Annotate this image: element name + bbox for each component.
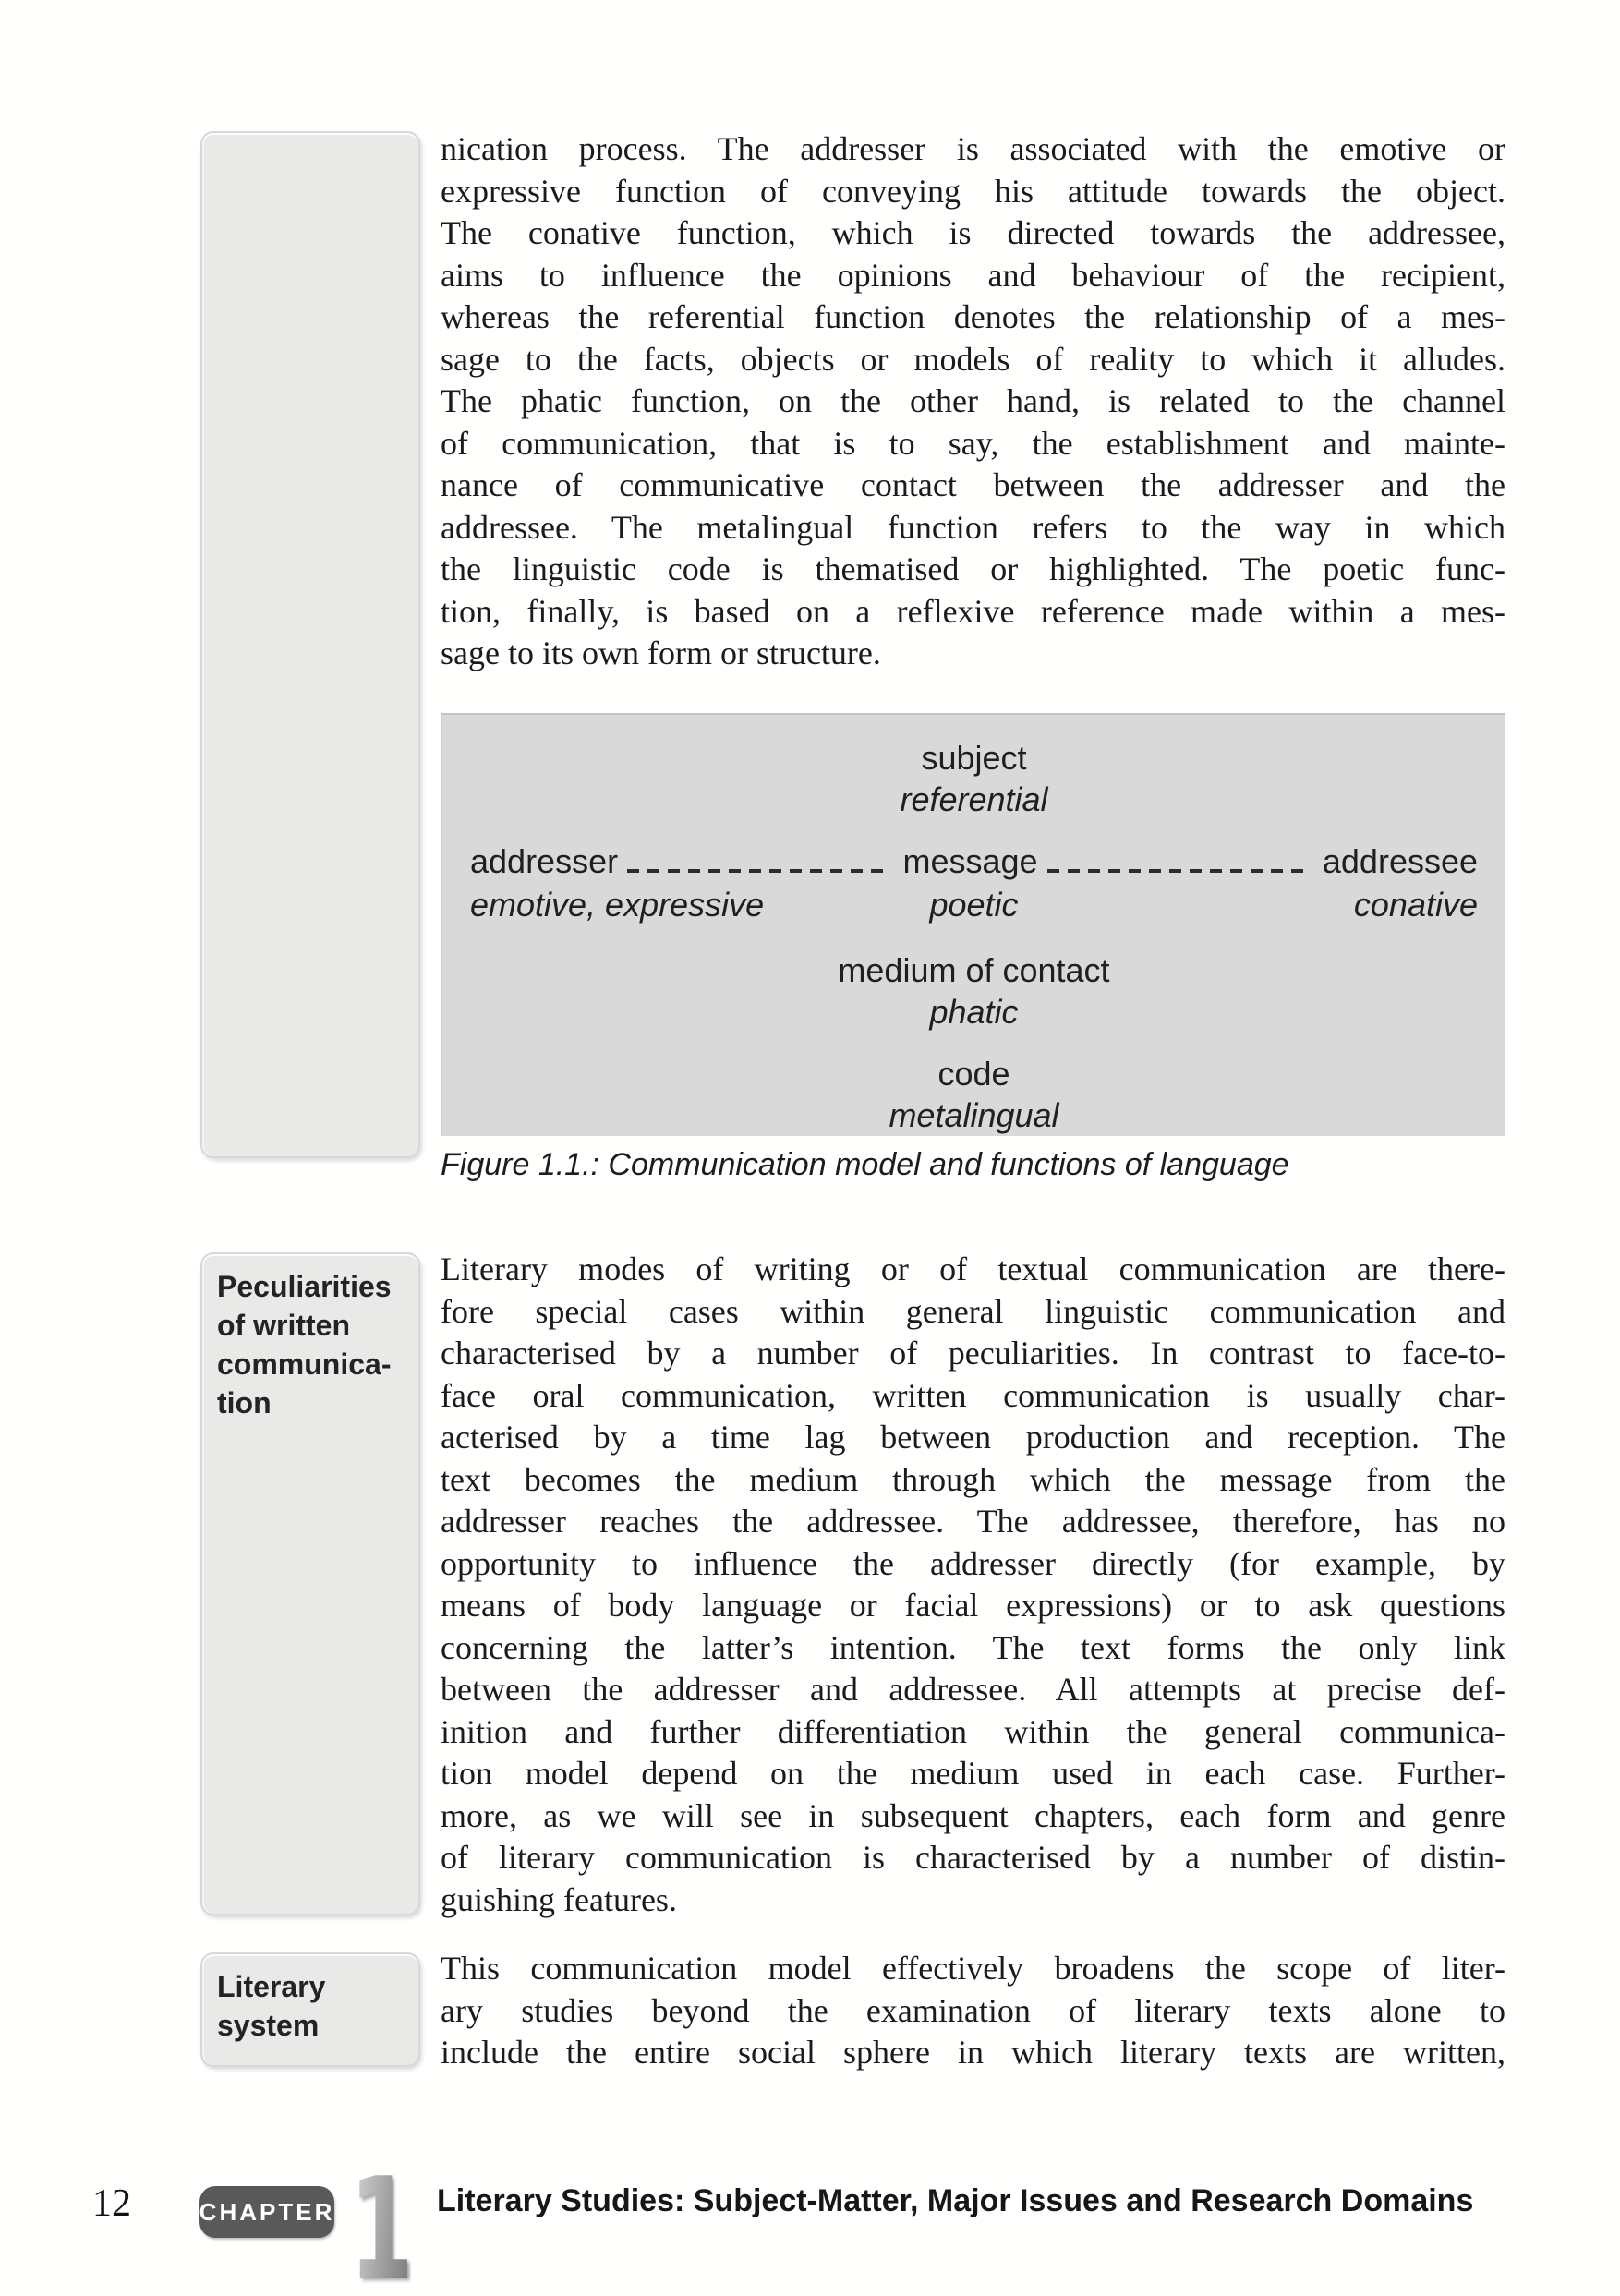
text-line: aims to influence the opinions and behaviour of the recipient,	[441, 256, 1505, 294]
text-line: communica-	[217, 1347, 392, 1381]
paragraph-communication-functions	[441, 128, 1505, 675]
chapter-title: Literary Studies: Subject-Matter, Major Issues and Research Domains	[437, 2183, 1474, 2218]
text-line: The phatic function, on the other hand, is related to the channel	[441, 382, 1505, 419]
text-line: characterised by a number of peculiarities. In contrast to face-to-	[441, 1335, 1505, 1372]
text-line: whereas the referential function denotes the relationship of a mes-	[441, 298, 1505, 335]
text-line: concerning the latter’s intention. The text forms the only link	[441, 1628, 1505, 1666]
text-line: inition and further differentiation within the general communica-	[441, 1712, 1505, 1750]
text-line: sage to the facts, objects or models of reality to which it alludes.	[441, 340, 1505, 378]
text-line: addressee. The metalingual function refers to the way in which	[441, 508, 1505, 546]
figure-addressee-label: addressee	[1322, 842, 1479, 880]
figure-metalingual-label: metalingual	[889, 1096, 1059, 1134]
figure-conative-label: conative	[1353, 886, 1478, 924]
dashed-connector-left	[627, 869, 891, 873]
dashed-connector-right	[1047, 869, 1312, 873]
text-line: addresser reaches the addressee. The addressee, therefore, has no	[441, 1503, 1505, 1540]
margin-box-literary-system	[200, 1952, 420, 2067]
chapter-badge: CHAPTER	[199, 2186, 334, 2238]
figure-medium-label: medium of contact	[838, 951, 1110, 989]
text-line: sage to its own form or structure.	[441, 634, 881, 671]
figure-function-row	[470, 884, 1478, 925]
figure-referential-label: referential	[900, 780, 1048, 818]
text-line: tion	[217, 1386, 272, 1420]
text-line: The conative function, which is directed towards the addressee,	[441, 214, 1505, 251]
text-line: the linguistic code is thematised or highlighted. The poetic func-	[441, 550, 1505, 587]
figure-spacer	[470, 925, 1478, 949]
figure-message-label: message	[902, 842, 1038, 880]
text-line: system	[217, 2009, 320, 2042]
margin-box-empty	[200, 131, 420, 1158]
text-line: ary studies beyond the examination of literary texts alone to	[441, 1991, 1505, 2029]
margin-note-literary-system	[202, 1954, 418, 2045]
text-line: include the entire social sphere in which literary texts are written,	[441, 2034, 1505, 2071]
text-line: Literary	[217, 1970, 326, 2003]
figure-addresser-label: addresser	[470, 842, 619, 880]
figure-emotive-label: emotive, expressive	[470, 886, 765, 924]
figure-communication-model	[441, 713, 1505, 1136]
text-line: acterised by a time lag between production and reception. The	[441, 1419, 1505, 1456]
page-number: 12	[92, 2182, 131, 2225]
text-line: of communication, that is to say, the establishment and mainte-	[441, 424, 1505, 462]
text-line: nance of communicative contact between the addresser and the	[441, 466, 1505, 503]
text-line: expressive function of conveying his attitude towards the object.	[441, 172, 1505, 210]
text-line: between the addresser and addressee. All attempts at precise def-	[441, 1671, 1505, 1708]
text-line: tion model depend on the medium used in each case. Further-	[441, 1755, 1505, 1792]
text-line: of literary communication is characterised by a number of distin-	[441, 1839, 1505, 1876]
figure-axis-row	[470, 840, 1478, 884]
figure-spacer	[470, 820, 1478, 840]
text-line: guishing features.	[441, 1880, 677, 1918]
paragraph-written-communication	[441, 1249, 1505, 1921]
figure-caption: Figure 1.1.: Communication model and functions of language	[441, 1147, 1289, 1182]
figure-code-label: code	[937, 1055, 1010, 1093]
text-line: nication process. The addresser is associated with the emotive or	[441, 130, 1505, 167]
figure-spacer	[470, 1033, 1478, 1053]
text-line: This communication model effectively broadens the scope of liter-	[441, 1950, 1505, 1987]
text-line: tion, finally, is based on a reflexive reference made within a mes-	[441, 592, 1505, 630]
margin-box-peculiarities	[200, 1252, 420, 1915]
text-line: of written	[217, 1309, 350, 1342]
text-line: opportunity to influence the addresser directly (for example, by	[441, 1544, 1505, 1582]
text-line: means of body language or facial expressions) or to ask questions	[441, 1587, 1505, 1624]
text-line: Peculiarities	[217, 1270, 392, 1303]
figure-subject-label: subject	[921, 739, 1027, 777]
text-line: more, as we will see in subsequent chapters, each form and genre	[441, 1796, 1505, 1834]
figure-phatic-label: phatic	[929, 993, 1019, 1031]
figure-poetic-label: poetic	[929, 886, 1019, 924]
chapter-number-numeral: 1	[349, 2159, 414, 2296]
margin-note-peculiarities	[202, 1254, 418, 1422]
text-line: face oral communication, written communication is usually char-	[441, 1376, 1505, 1414]
text-line: fore special cases within general linguistic communication and	[441, 1292, 1505, 1330]
text-line: text becomes the medium through which the message from the	[441, 1460, 1505, 1498]
paragraph-literary-system	[441, 1948, 1505, 2074]
text-line: Literary modes of writing or of textual communication are there-	[441, 1251, 1505, 1287]
